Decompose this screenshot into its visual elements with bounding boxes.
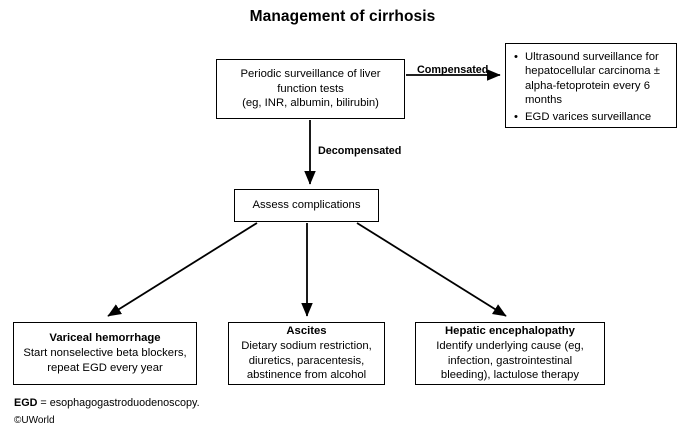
arrow-to-hepatic (357, 223, 506, 316)
edge-label-decompensated: Decompensated (318, 145, 402, 157)
surveillance-line-2: function tests (277, 82, 344, 95)
compensated-bullet-1: • Ultrasound surveillance for hepatocellular carcinoma ± alpha-fetoprotein every 6 months (514, 50, 668, 108)
surveillance-line-3: (eg, INR, albumin, bilirubin) (242, 97, 379, 110)
arrow-to-variceal (108, 223, 257, 316)
footnote-abbreviation: EGD (14, 397, 38, 409)
hepatic-line-2: infection, gastrointestinal (447, 354, 573, 367)
edge-label-compensated: Compensated (417, 64, 489, 76)
variceal-line-1: Start nonselective beta blockers, (23, 347, 187, 360)
box-hepatic-encephalopathy (415, 322, 605, 385)
box-assess-complications (234, 189, 379, 222)
copyright-notice: ©UWorld (14, 415, 55, 426)
hepatic-line-1: Identify underlying cause (eg, (436, 339, 584, 352)
footnote-definition: = esophagogastroduodenoscopy. (37, 397, 200, 409)
box-periodic-surveillance (216, 59, 405, 119)
ascites-line-1: Dietary sodium restriction, (241, 339, 372, 352)
ascites-line-3: abstinence from alcohol (246, 369, 367, 382)
ascites-header: Ascites (286, 324, 327, 337)
compensated-bullet-list (514, 50, 668, 124)
box-variceal-hemorrhage (13, 322, 197, 385)
box-compensated-management (505, 43, 677, 128)
box-ascites (228, 322, 385, 385)
surveillance-line-1: Periodic surveillance of liver (240, 67, 381, 80)
hepatic-line-3: bleeding), lactulose therapy (440, 369, 580, 382)
variceal-header: Variceal hemorrhage (49, 332, 161, 345)
footnote (14, 397, 200, 409)
assess-line-1: Assess complications (252, 199, 361, 212)
hepatic-header: Hepatic encephalopathy (445, 324, 575, 337)
ascites-line-2: diuretics, paracentesis, (248, 354, 365, 367)
variceal-line-2: repeat EGD every year (47, 361, 163, 374)
page-title: Management of cirrhosis (249, 8, 436, 25)
compensated-bullet-2: • EGD varices surveillance (514, 110, 668, 124)
